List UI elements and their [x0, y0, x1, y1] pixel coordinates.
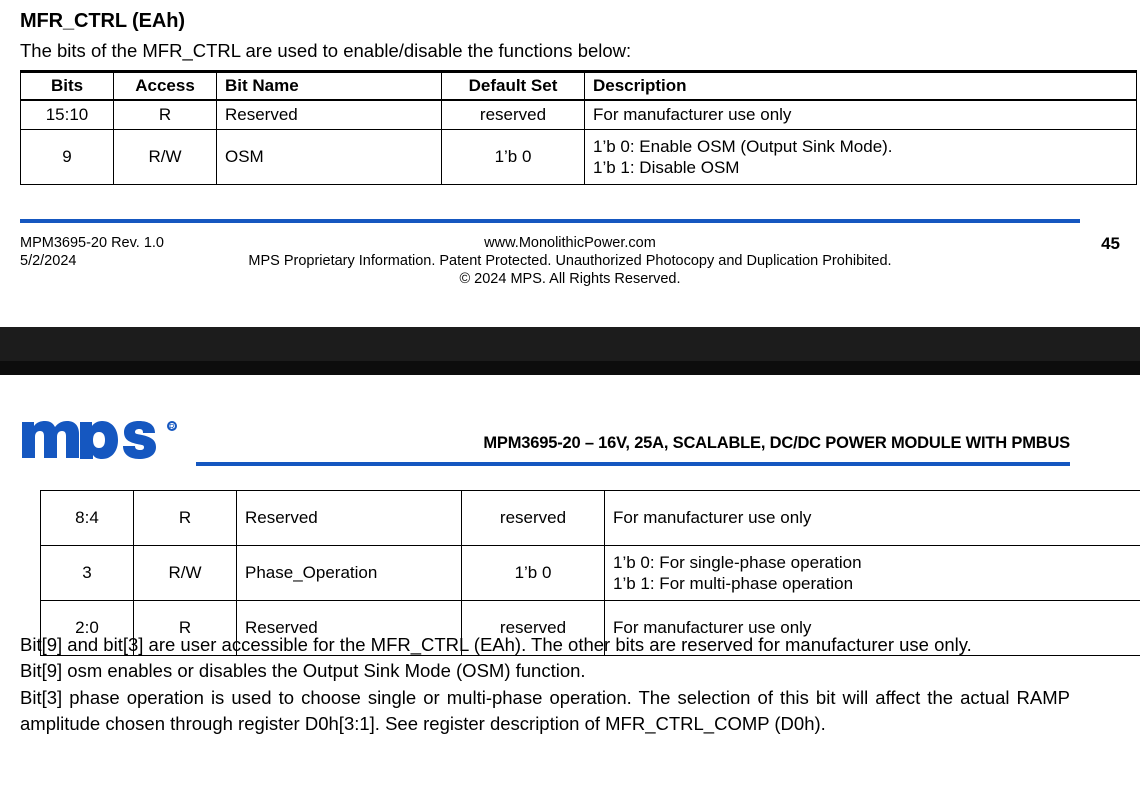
- cell-access: R: [134, 601, 237, 656]
- paragraph-2: Bit[9] osm enables or disables the Output Sink Mode (OSM) function.: [20, 660, 586, 682]
- header-blue-rule: [196, 462, 1070, 466]
- cell-bit-name: Reserved: [237, 491, 462, 546]
- page-separator-band-bottom: [0, 361, 1140, 375]
- svg-text:R: R: [169, 423, 175, 432]
- footer-copyright: © 2024 MPS. All Rights Reserved.: [459, 271, 681, 288]
- cell-bits: 8:4: [41, 491, 134, 546]
- column-header-description: Description: [585, 72, 1137, 101]
- description-line-2: 1’b 1: Disable OSM: [593, 158, 740, 177]
- footer-revision: MPM3695-20 Rev. 1.0: [20, 235, 164, 251]
- table-row: [21, 100, 1137, 130]
- top-page-fragment: [0, 0, 1140, 288]
- column-header-bit-name: Bit Name: [217, 72, 442, 101]
- paragraph-3: Bit[3] phase operation is used to choose single or multi-phase operation. The selection of this bit will affect the actual RAMP amplitude chosen through register D0h[3:1]. See register description of MFR_CTRL_COMP (D0h).: [20, 686, 1070, 735]
- footer-center-block: [0, 234, 1140, 288]
- footer-website[interactable]: www.MonolithicPower.com: [484, 235, 656, 251]
- cell-bits: 9: [21, 130, 114, 185]
- cell-default: reserved: [442, 100, 585, 130]
- cell-default: 1’b 0: [462, 546, 605, 601]
- mps-logo: [20, 412, 188, 460]
- mfr-ctrl-table-top: [20, 70, 1137, 185]
- column-header-default-set: Default Set: [442, 72, 585, 101]
- cell-bit-name: Phase_Operation: [237, 546, 462, 601]
- cell-bit-name: OSM: [217, 130, 442, 185]
- cell-bits: 2:0: [41, 601, 134, 656]
- cell-description: [585, 130, 1137, 185]
- footer-page-number: 45: [1101, 234, 1120, 253]
- table-header-row: [21, 72, 1137, 101]
- cell-default: 1’b 0: [442, 130, 585, 185]
- cell-default: reserved: [462, 601, 605, 656]
- cell-bits: 15:10: [21, 100, 114, 130]
- cell-description: [605, 546, 1140, 601]
- table-row: [41, 491, 1140, 546]
- cell-description: For manufacturer use only: [605, 491, 1140, 546]
- cell-access: R/W: [114, 130, 217, 185]
- register-title: MFR_CTRL (EAh): [20, 10, 185, 32]
- column-header-access: Access: [114, 72, 217, 101]
- cell-description: For manufacturer use only: [585, 100, 1137, 130]
- cell-description: For manufacturer use only: [605, 601, 1140, 656]
- cell-access: R: [114, 100, 217, 130]
- table-row: [41, 546, 1140, 601]
- description-line-1: 1’b 0: Enable OSM (Output Sink Mode).: [593, 136, 893, 156]
- cell-bit-name: Reserved: [217, 100, 442, 130]
- description-line-1: 1’b 0: For single-phase operation: [613, 552, 862, 572]
- document-header-title: MPM3695-20 – 16V, 25A, SCALABLE, DC/DC POWER MODULE WITH PMBUS: [483, 434, 1070, 452]
- cell-access: R/W: [134, 546, 237, 601]
- register-intro-text: The bits of the MFR_CTRL are used to enable/disable the functions below:: [20, 40, 632, 61]
- page-separator-band-top: [0, 327, 1140, 361]
- cell-bits: 3: [41, 546, 134, 601]
- footer-date: 5/2/2024: [20, 253, 77, 270]
- body-paragraphs: [20, 632, 1070, 738]
- footer-notice: MPS Proprietary Information. Patent Protected. Unauthorized Photocopy and Duplication Prohibited.: [248, 253, 892, 270]
- cell-access: R: [134, 491, 237, 546]
- paragraph-1: Bit[9] and bit[3] are user accessible for the MFR_CTRL (EAh). The other bits are reserved for manufacturer use only.: [20, 634, 972, 655]
- column-header-bits: Bits: [21, 72, 114, 101]
- cell-default: reserved: [462, 491, 605, 546]
- footer-blue-rule: [20, 219, 1080, 223]
- description-line-2: 1’b 1: For multi-phase operation: [613, 574, 854, 593]
- table-row: [21, 130, 1137, 185]
- cell-bit-name: Reserved: [237, 601, 462, 656]
